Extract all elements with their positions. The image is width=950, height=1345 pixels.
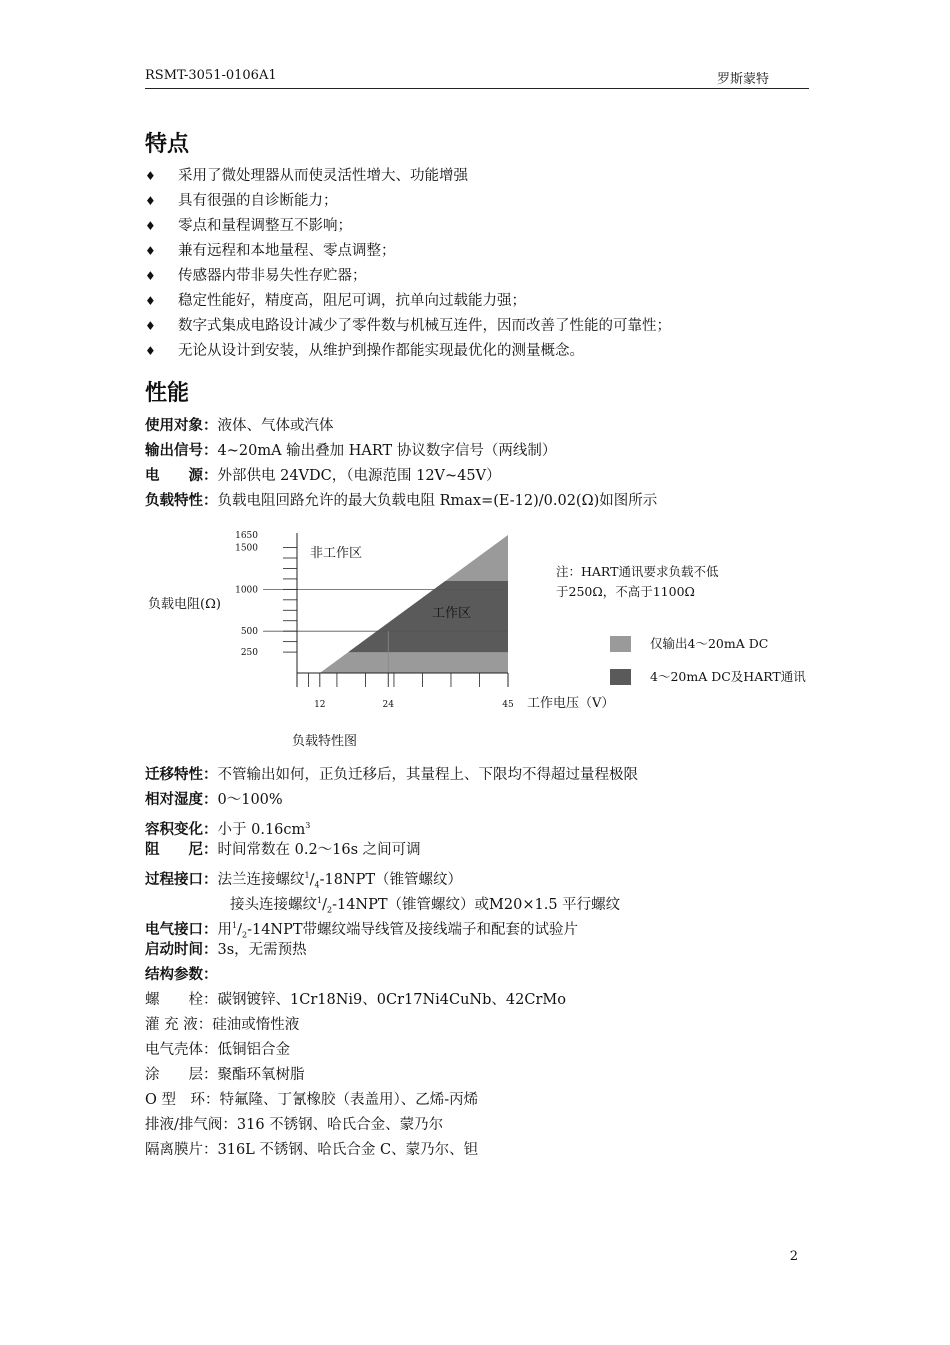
work-zone-label: 工作区 (432, 606, 472, 621)
legend-swatch (610, 636, 631, 652)
feature-text: 具有很强的自诊断能力； (178, 193, 338, 209)
subscript: 4 (314, 880, 320, 890)
bullet-icon: ♦ (145, 269, 156, 283)
spec-electrical: 电气接口：用$^1/_2-14NPT$带螺纹端导线管及接线端子和配套的试验片 (145, 921, 579, 940)
spec-value: 液体、气体或汽体 (217, 418, 334, 434)
feature-item (145, 164, 468, 189)
feature-item (145, 314, 671, 339)
spec-value: 低铜铝合金 (217, 1042, 290, 1058)
brand-name: 罗斯蒙特 (716, 72, 769, 87)
spec-structure (145, 963, 218, 988)
spec-bolt (145, 988, 566, 1013)
spec-coating (145, 1063, 305, 1088)
page-header (145, 66, 809, 89)
bullet-icon: ♦ (145, 169, 156, 183)
spec-diaphragm (145, 1138, 478, 1163)
feature-item (145, 214, 352, 239)
spec-label: 过程接口： (145, 871, 218, 888)
spec-label: 使用对象： (145, 418, 218, 434)
spec-value: 不管输出如何，正负迁移后，其量程上、下限均不得超过量程极限 (217, 767, 638, 783)
y-tick-label: 1000 (235, 585, 258, 596)
spec-label: 螺 栓： (145, 992, 218, 1008)
spec-value: 时间常数在 0.2～16s 之间可调 (217, 842, 421, 858)
legend-label: 仅输出4～20mA DC (650, 636, 769, 651)
spec-damping (145, 838, 421, 863)
spec-drain (145, 1113, 443, 1138)
spec-value: -18NPT（锥管螺纹） (319, 871, 463, 888)
chart-note: 于250Ω，不高于1100Ω (556, 584, 695, 599)
superscript: 1 (232, 921, 238, 930)
superscript: 1 (304, 871, 310, 880)
non-work-zone-label: 非工作区 (310, 546, 363, 561)
spec-label: 电气壳体： (145, 1042, 218, 1058)
legend-swatch (610, 669, 631, 685)
spec-label: 启动时间： (145, 942, 218, 958)
spec-power (145, 464, 501, 489)
spec-value: 法兰连接螺纹 (217, 871, 305, 888)
spec-label: 阻 尼： (145, 842, 218, 858)
spec-label: O 型 环： (145, 1092, 220, 1108)
spec-label: 电气接口： (145, 921, 218, 938)
feature-text: 兼有远程和本地量程、零点调整； (178, 243, 396, 259)
x-tick-label: 45 (502, 700, 514, 710)
spec-fill (145, 1013, 299, 1038)
bullet-icon: ♦ (145, 194, 156, 208)
spec-value: 316 不锈钢、哈氏合金、蒙乃尔 (236, 1117, 444, 1133)
spec-value: 外部供电 24VDC，（电源范围 12V~45V） (217, 468, 501, 484)
y-tick-label: 500 (240, 627, 258, 638)
bullet-icon: ♦ (145, 294, 156, 308)
feature-text: 传感器内带非易失性存贮器； (178, 268, 367, 284)
legend-label: 4～20mA DC及HART通讯 (650, 669, 806, 684)
feature-item (145, 289, 526, 314)
x-tick-label: 24 (382, 700, 394, 710)
feature-item (145, 264, 367, 289)
spec-migration (145, 763, 638, 788)
spec-label: 负载特性： (145, 493, 218, 509)
spec-value: 接头连接螺纹 (230, 896, 317, 913)
spec-housing (145, 1038, 290, 1063)
spec-oring (145, 1088, 478, 1113)
page-number: 2 (789, 1249, 798, 1264)
performance-heading: 性能 (145, 381, 190, 406)
spec-humidity (145, 788, 283, 813)
spec-startup (145, 938, 307, 963)
chart-note: 注：HART通讯要求负载不低 (556, 564, 719, 579)
feature-text: 无论从设计到安装，从维护到操作都能实现最优化的测量概念。 (178, 343, 584, 359)
spec-load (145, 489, 657, 514)
spec-label: 迁移特性： (145, 767, 218, 783)
spec-value: 碳钢镀锌、1Cr18Ni9、0Cr17Ni4CuNb、42CrMo (217, 992, 566, 1008)
spec-usage (145, 414, 334, 439)
spec-label: 涂 层： (145, 1067, 218, 1083)
spec-label: 结构参数： (145, 967, 218, 983)
bullet-icon: ♦ (145, 319, 156, 333)
spec-value: 特氟隆、丁氰橡胶（表盖用）、乙烯-丙烯 (219, 1092, 479, 1108)
spec-value: 聚酯环氧树脂 (217, 1067, 305, 1083)
feature-item (145, 189, 338, 214)
spec-label: 灌 充 液： (145, 1017, 213, 1033)
spec-value: 硅油或惰性液 (212, 1017, 300, 1033)
y-tick-label: 1650 (235, 531, 258, 541)
superscript: 3 (305, 821, 311, 830)
bullet-icon: ♦ (145, 344, 156, 358)
spec-label: 电 源： (145, 468, 218, 484)
bullet-icon: ♦ (145, 219, 156, 233)
y-axis-label: 负载电阻(Ω) (148, 597, 221, 612)
spec-value: 用 (217, 921, 232, 938)
spec-output (145, 439, 556, 464)
feature-text: 稳定性能好，精度高，阻尼可调，抗单向过载能力强； (178, 293, 526, 309)
spec-label: 输出信号： (145, 443, 218, 459)
spec-value: 负载电阻回路允许的最大负载电阻 Rmax=(E-12)/0.02(Ω)如图所示 (217, 493, 658, 509)
bullet-icon: ♦ (145, 244, 156, 258)
x-tick-label: 12 (314, 700, 326, 710)
y-tick-label: 250 (240, 648, 258, 659)
subscript: 2 (241, 930, 248, 940)
superscript: 1 (317, 896, 323, 905)
y-tick-label: 1500 (235, 543, 258, 554)
spec-value: 3s，无需预热 (217, 942, 307, 958)
features-heading: 特点 (145, 132, 190, 157)
spec-value: 316L 不锈钢、哈氏合金 C、蒙乃尔、钽 (217, 1142, 479, 1158)
spec-value: 4~20mA 输出叠加 HART 协议数字信号（两线制） (217, 443, 557, 459)
spec-label: 排液/排气阀： (145, 1117, 237, 1133)
spec-value: 0～100% (217, 792, 283, 808)
feature-item (145, 239, 396, 264)
feature-item (145, 339, 584, 364)
series-area-hart (348, 581, 508, 652)
subscript: 2 (326, 905, 333, 915)
spec-label: 容积变化： (145, 821, 218, 838)
spec-label: 相对湿度： (145, 792, 218, 808)
feature-text: 采用了微处理器从而使灵活性增大、功能增强 (178, 168, 468, 184)
chart-title: 负载特性图 (292, 734, 358, 749)
feature-text: 数字式集成电路设计减少了零件数与机械互连件，因而改善了性能的可靠性； (178, 318, 671, 334)
x-axis-label: 工作电压（V） (527, 696, 615, 711)
spec-process-line2: 接头连接螺纹$^1/_2-14NPT$（锥管螺纹）或M20×1.5 平行螺纹 (230, 896, 621, 915)
feature-text: 零点和量程调整互不影响； (178, 218, 352, 234)
spec-value: -14NPT带螺纹端导线管及接线端子和配套的试验片 (247, 921, 579, 938)
spec-value: 小于 0.16cm (217, 821, 306, 838)
spec-value: -14NPT（锥管螺纹）或M20×1.5 平行螺纹 (332, 896, 621, 913)
load-chart (0, 520, 950, 780)
spec-process: 过程接口：法兰连接螺纹$^1/_4-18NPT$（锥管螺纹） (145, 871, 463, 890)
spec-label: 隔离膜片： (145, 1142, 218, 1158)
doc-id: RSMT-3051-0106A1 (145, 68, 277, 83)
